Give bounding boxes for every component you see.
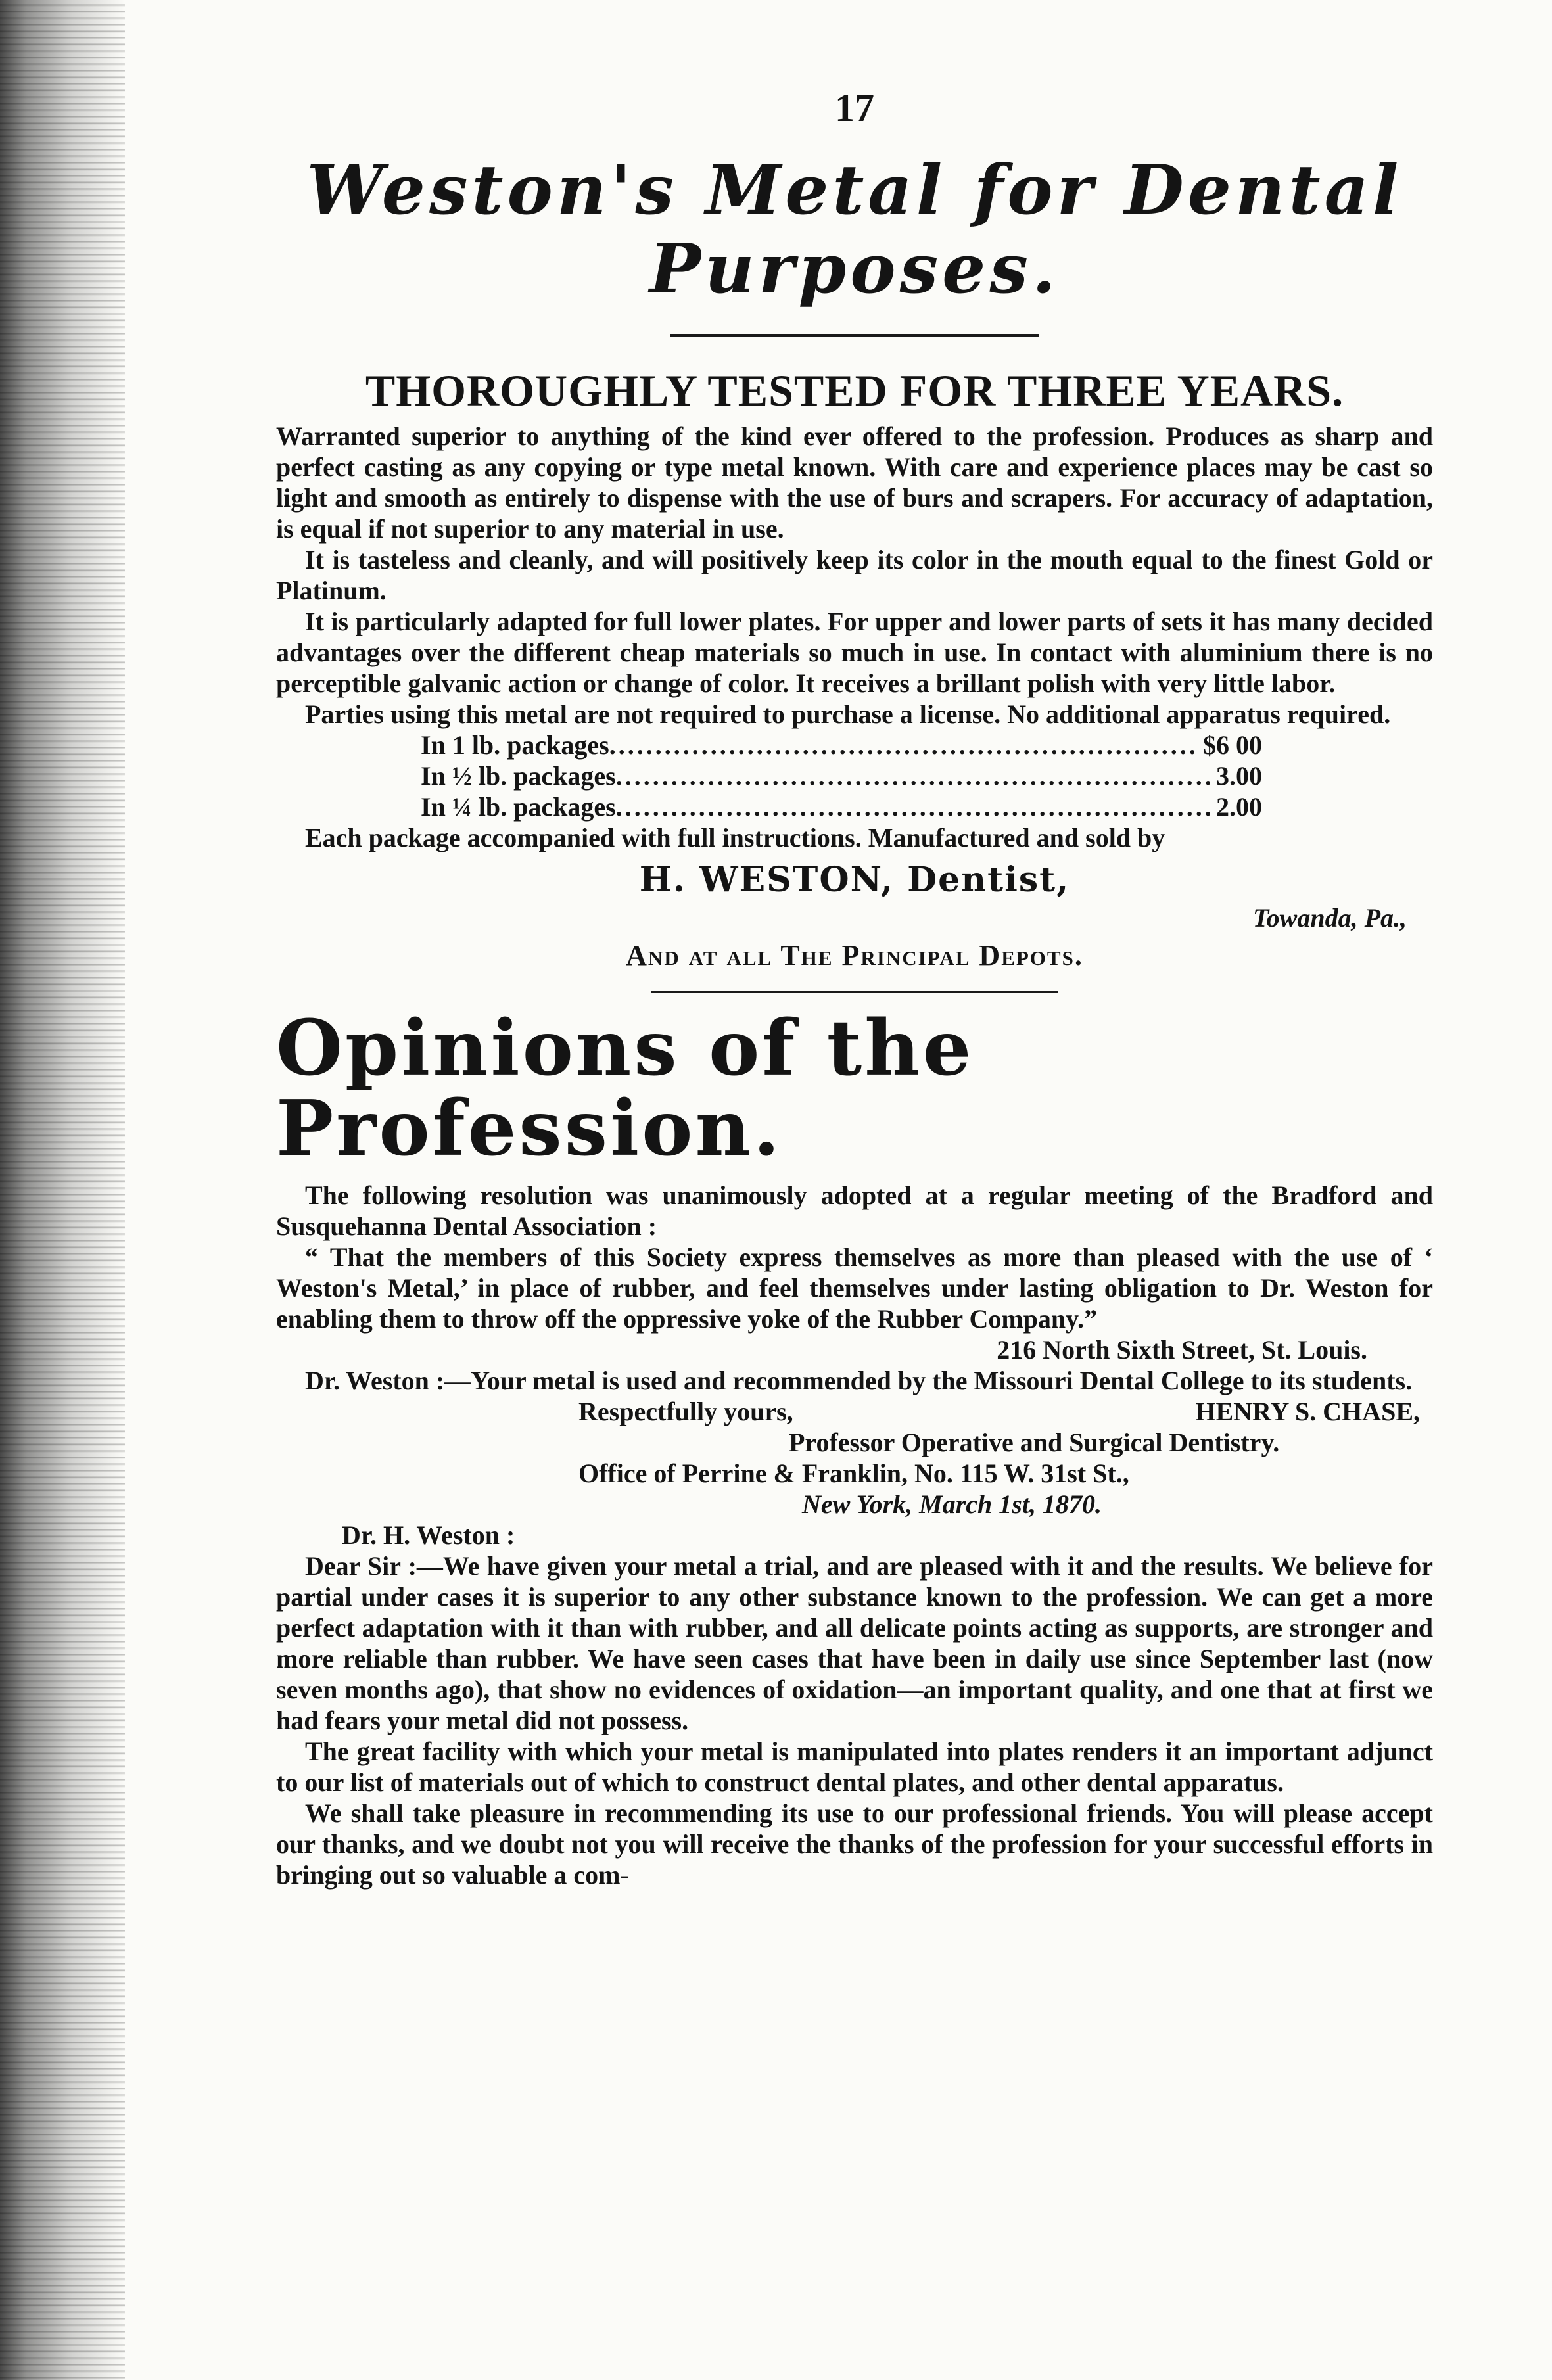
resolution-quote: “ That the members of this Society express themselves as more than pleased with the use of ‘ Weston's Metal,’ in place of rubber, and feel themselves under lasting obligation to Dr. Weston for enabling them to throw off the oppressive yoke of the Rubber Company.” bbox=[276, 1242, 1433, 1334]
closing-text: Respectfully yours, bbox=[578, 1396, 793, 1426]
advert-subtitle: THOROUGHLY TESTED FOR THREE YEARS. bbox=[365, 365, 1344, 416]
price-row bbox=[421, 760, 1262, 791]
price-label: In ¼ lb. packages bbox=[421, 791, 616, 822]
page-content bbox=[276, 85, 1433, 1890]
scanned-margin-texture bbox=[0, 0, 125, 2380]
leader-dots bbox=[616, 760, 1210, 791]
letter-paragraph: The great facility with which your metal is manipulated into plates renders it an important adjunct to our list of materials out of which to construct dental plates, and other dental apparatus. bbox=[276, 1736, 1433, 1797]
office-line: Office of Perrine & Franklin, No. 115 W. 31st St., bbox=[578, 1458, 1129, 1488]
price-value: 2.00 bbox=[1216, 791, 1262, 822]
office-date: New York, March 1st, 1870. bbox=[802, 1489, 1102, 1519]
leader-dots bbox=[609, 730, 1196, 760]
section-rule bbox=[651, 991, 1058, 993]
salutation: Dr. H. Weston : bbox=[342, 1520, 515, 1550]
leader-dots bbox=[616, 791, 1210, 822]
opinion-paragraph: Dr. Weston :—Your metal is used and recommended by the Missouri Dental College to its students. bbox=[305, 1365, 1413, 1395]
price-list bbox=[421, 730, 1262, 822]
price-value: $6 00 bbox=[1203, 730, 1262, 760]
advert-paragraph: Warranted superior to anything of the kind ever offered to the profession. Produces as sharp and perfect casting as any copying or type metal known. With care and experience places may be cast so light and smooth as entirely to dispense with the use of burs and scrapers. For accuracy of adaptation, is equal if not superior to any material in use. bbox=[276, 421, 1433, 544]
advert-paragraph: It is particularly adapted for full lower plates. For upper and lower parts of sets it has many decided advantages over the different cheap materials so much in use. In contact with aluminium there is no perceptible galvanic action or change of color. It receives a brillant polish with very little labor. bbox=[276, 606, 1433, 698]
advert-title: Weston's Metal for Dental Purposes. bbox=[306, 149, 1403, 309]
depots-line: And at all The Principal Depots. bbox=[626, 939, 1083, 971]
price-label: In 1 lb. packages bbox=[421, 730, 609, 760]
letter-address: 216 North Sixth Street, St. Louis. bbox=[997, 1334, 1367, 1365]
advert-paragraph: Parties using this metal are not required to purchase a license. No additional apparatus required. bbox=[305, 699, 1391, 729]
seller-name: H. WESTON, Dentist, bbox=[639, 859, 1070, 900]
signature-block bbox=[276, 1396, 1433, 1458]
price-row bbox=[421, 791, 1262, 822]
signer-title: Professor Operative and Surgical Dentistry. bbox=[789, 1427, 1280, 1457]
advert-paragraph: Each package accompanied with full instructions. Manufactured and sold by bbox=[305, 822, 1165, 852]
title-rule bbox=[670, 334, 1039, 337]
price-value: 3.00 bbox=[1216, 760, 1262, 791]
page-number: 17 bbox=[835, 86, 874, 129]
signer-name: HENRY S. CHASE, bbox=[1195, 1396, 1420, 1426]
letter-paragraph: We shall take pleasure in recommending its use to our professional friends. You will please accept our thanks, and we doubt not you will receive the thanks of the profession for your successful efforts in bringing out so valuable a com- bbox=[276, 1798, 1433, 1890]
letter-paragraph: Dear Sir :—We have given your metal a trial, and are pleased with it and the results. We believe for partial under cases it is superior to any other substance known to the profession. We can get a more perfect adaptation with it than with rubber, and all delicate points acting as supports, are stronger and more reliable than rubber. We have seen cases that have been in daily use since September last (now seven months ago), that show no evidences of oxidation—an important quality, and one that at first we had fears your metal did not possess. bbox=[276, 1551, 1433, 1735]
opinion-paragraph: The following resolution was unanimously adopted at a regular meeting of the Bradford and Susquehanna Dental Association : bbox=[276, 1180, 1433, 1241]
signature-row bbox=[578, 1396, 1420, 1427]
advert-paragraph: It is tasteless and cleanly, and will positively keep its color in the mouth equal to the finest Gold or Platinum. bbox=[276, 544, 1433, 605]
opinions-title: Opinions of the Profession. bbox=[276, 1003, 974, 1173]
price-label: In ½ lb. packages bbox=[421, 760, 616, 791]
seller-location: Towanda, Pa., bbox=[1252, 902, 1407, 933]
price-row bbox=[421, 730, 1262, 760]
